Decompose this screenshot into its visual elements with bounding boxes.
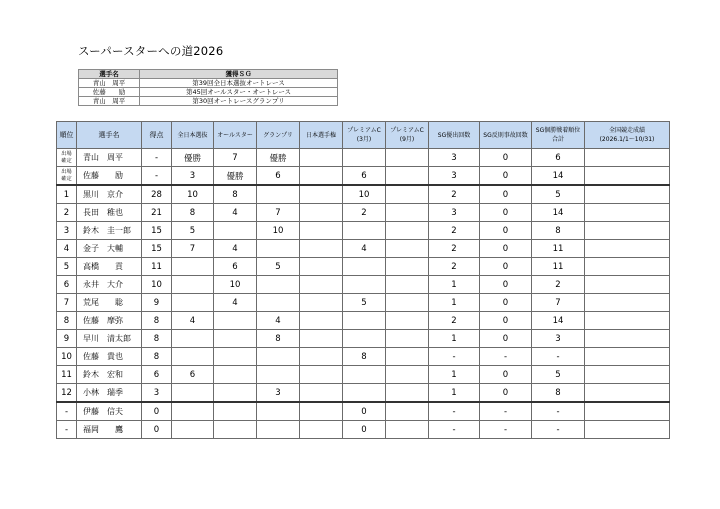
cell-premium-sep [386, 294, 429, 312]
cell-all-star: 6 [214, 258, 257, 276]
cell-premium-mar: 8 [343, 348, 386, 366]
table-row [57, 185, 670, 204]
column-header: 日本選手権 [300, 122, 343, 149]
cell-name: 佐藤 励 [77, 167, 142, 186]
cell-rank: 出場 確定 [57, 167, 77, 186]
cell-points: 8 [142, 330, 172, 348]
cell-premium-mar: 0 [343, 402, 386, 421]
cell-all-japan [172, 384, 214, 403]
cell-record [585, 204, 670, 222]
winner-title: 第45回オールスター・オートレース [140, 88, 338, 97]
cell-all-japan: 4 [172, 312, 214, 330]
cell-name: 福岡 鷹 [77, 421, 142, 439]
cell-grand-prix [257, 185, 300, 204]
cell-all-japan: 10 [172, 185, 214, 204]
winners-header-cell: 選手名 [79, 70, 140, 79]
winners-header-row [79, 70, 338, 79]
cell-record [585, 312, 670, 330]
cell-rank: 10 [57, 348, 77, 366]
column-header: 得点 [142, 122, 172, 149]
cell-grand-prix [257, 421, 300, 439]
cell-sg-fouls: 0 [480, 384, 532, 403]
cell-record [585, 149, 670, 167]
cell-grand-prix [257, 402, 300, 421]
cell-premium-mar: 6 [343, 167, 386, 186]
cell-sg-finals: 2 [429, 240, 480, 258]
column-header: SG個勝戦着順位 合計 [532, 122, 585, 149]
cell-rank: 出場 確定 [57, 149, 77, 167]
table-row [57, 222, 670, 240]
column-header: プレミアムC (9月) [386, 122, 429, 149]
cell-name: 金子 大輔 [77, 240, 142, 258]
cell-sg-fouls: 0 [480, 258, 532, 276]
cell-points: 15 [142, 222, 172, 240]
cell-nihon [300, 240, 343, 258]
cell-rank: 9 [57, 330, 77, 348]
cell-rank: 3 [57, 222, 77, 240]
winner-title: 第30回オートレースグランプリ [140, 97, 338, 106]
cell-premium-sep [386, 204, 429, 222]
cell-grand-prix: 5 [257, 258, 300, 276]
cell-name: 高橋 貢 [77, 258, 142, 276]
cell-name: 小林 瑞季 [77, 384, 142, 403]
cell-points: 0 [142, 421, 172, 439]
cell-sg-finals: - [429, 421, 480, 439]
winner-name: 青山 周平 [79, 97, 140, 106]
cell-premium-mar [343, 366, 386, 384]
cell-points: - [142, 149, 172, 167]
cell-all-star: 4 [214, 240, 257, 258]
cell-sg-rank-total: - [532, 402, 585, 421]
column-header: プレミアムC (3月) [343, 122, 386, 149]
cell-sg-finals: 1 [429, 330, 480, 348]
cell-sg-finals: 2 [429, 185, 480, 204]
cell-premium-sep [386, 366, 429, 384]
cell-rank: 4 [57, 240, 77, 258]
cell-name: 佐藤 摩弥 [77, 312, 142, 330]
cell-all-star [214, 222, 257, 240]
cell-all-japan: 7 [172, 240, 214, 258]
cell-all-japan [172, 348, 214, 366]
column-header: 全日本選抜 [172, 122, 214, 149]
cell-grand-prix: 7 [257, 204, 300, 222]
cell-rank: 7 [57, 294, 77, 312]
cell-all-star [214, 330, 257, 348]
winners-table [78, 69, 338, 106]
cell-sg-rank-total: - [532, 421, 585, 439]
cell-nihon [300, 421, 343, 439]
table-row [57, 258, 670, 276]
cell-grand-prix: 8 [257, 330, 300, 348]
cell-grand-prix: 6 [257, 167, 300, 186]
cell-rank: 1 [57, 185, 77, 204]
cell-all-star: 7 [214, 149, 257, 167]
cell-points: 6 [142, 366, 172, 384]
column-header: オールスター [214, 122, 257, 149]
column-header: 順位 [57, 122, 77, 149]
cell-sg-fouls: 0 [480, 149, 532, 167]
cell-all-star [214, 402, 257, 421]
cell-premium-mar [343, 276, 386, 294]
column-header: 選手名 [77, 122, 142, 149]
cell-sg-rank-total: 5 [532, 366, 585, 384]
cell-all-japan: 5 [172, 222, 214, 240]
cell-all-star [214, 366, 257, 384]
table-row [57, 276, 670, 294]
cell-sg-finals: 2 [429, 312, 480, 330]
cell-all-japan: 8 [172, 204, 214, 222]
cell-premium-mar [343, 222, 386, 240]
cell-all-star: 10 [214, 276, 257, 294]
cell-name: 黒川 京介 [77, 185, 142, 204]
cell-name: 鈴木 宏和 [77, 366, 142, 384]
cell-record [585, 222, 670, 240]
cell-nihon [300, 330, 343, 348]
cell-name: 鈴木 圭一郎 [77, 222, 142, 240]
cell-record [585, 276, 670, 294]
cell-premium-mar [343, 330, 386, 348]
cell-sg-finals: 2 [429, 258, 480, 276]
cell-record [585, 167, 670, 186]
cell-premium-sep [386, 167, 429, 186]
table-row [57, 240, 670, 258]
cell-sg-fouls: 0 [480, 185, 532, 204]
cell-all-star [214, 348, 257, 366]
cell-sg-finals: 1 [429, 276, 480, 294]
cell-points: 11 [142, 258, 172, 276]
cell-all-star [214, 421, 257, 439]
table-row [57, 149, 670, 167]
cell-sg-rank-total: 2 [532, 276, 585, 294]
cell-points: 21 [142, 204, 172, 222]
cell-name: 青山 周平 [77, 149, 142, 167]
cell-record [585, 330, 670, 348]
table-row [57, 312, 670, 330]
cell-sg-finals: 1 [429, 366, 480, 384]
cell-points: 10 [142, 276, 172, 294]
cell-sg-rank-total: 14 [532, 312, 585, 330]
cell-nihon [300, 204, 343, 222]
cell-sg-fouls: 0 [480, 312, 532, 330]
table-row [57, 167, 670, 186]
cell-points: 28 [142, 185, 172, 204]
cell-nihon [300, 258, 343, 276]
cell-nihon [300, 366, 343, 384]
cell-premium-sep [386, 348, 429, 366]
cell-premium-sep [386, 402, 429, 421]
cell-rank: 5 [57, 258, 77, 276]
cell-rank: 6 [57, 276, 77, 294]
ranking-table [56, 121, 670, 439]
cell-rank: 12 [57, 384, 77, 403]
cell-premium-sep [386, 185, 429, 204]
cell-sg-fouls: 0 [480, 366, 532, 384]
cell-all-japan [172, 421, 214, 439]
table-row [57, 294, 670, 312]
cell-sg-fouls: 0 [480, 204, 532, 222]
cell-record [585, 348, 670, 366]
cell-rank: 8 [57, 312, 77, 330]
cell-all-japan [172, 294, 214, 312]
cell-sg-finals: 1 [429, 384, 480, 403]
cell-record [585, 384, 670, 403]
cell-grand-prix: 4 [257, 312, 300, 330]
winner-name: 青山 周平 [79, 79, 140, 88]
cell-all-japan: 3 [172, 167, 214, 186]
cell-premium-mar: 5 [343, 294, 386, 312]
cell-premium-sep [386, 222, 429, 240]
column-header: SG反則事故回数 [480, 122, 532, 149]
cell-rank: - [57, 402, 77, 421]
cell-record [585, 185, 670, 204]
cell-premium-mar [343, 384, 386, 403]
cell-all-japan: 6 [172, 366, 214, 384]
cell-sg-fouls: - [480, 402, 532, 421]
cell-sg-fouls: - [480, 348, 532, 366]
cell-sg-finals: 3 [429, 149, 480, 167]
cell-nihon [300, 167, 343, 186]
table-row [57, 204, 670, 222]
cell-sg-fouls: 0 [480, 294, 532, 312]
winner-title: 第39回全日本選抜オートレース [140, 79, 338, 88]
cell-sg-fouls: 0 [480, 222, 532, 240]
winners-row [79, 97, 338, 106]
column-header: グランプリ [257, 122, 300, 149]
cell-premium-mar: 10 [343, 185, 386, 204]
cell-all-japan [172, 276, 214, 294]
cell-premium-mar [343, 149, 386, 167]
cell-sg-rank-total: 11 [532, 240, 585, 258]
cell-nihon [300, 222, 343, 240]
cell-record [585, 402, 670, 421]
table-row [57, 366, 670, 384]
cell-all-japan [172, 258, 214, 276]
cell-premium-sep [386, 330, 429, 348]
cell-all-star [214, 384, 257, 403]
cell-points: 0 [142, 402, 172, 421]
cell-premium-sep [386, 258, 429, 276]
cell-premium-mar [343, 312, 386, 330]
cell-nihon [300, 402, 343, 421]
cell-premium-sep [386, 421, 429, 439]
cell-grand-prix [257, 240, 300, 258]
cell-sg-rank-total: 14 [532, 204, 585, 222]
cell-all-japan [172, 402, 214, 421]
cell-all-star: 4 [214, 204, 257, 222]
cell-grand-prix: 3 [257, 384, 300, 403]
cell-grand-prix [257, 276, 300, 294]
cell-points: 9 [142, 294, 172, 312]
table-row [57, 421, 670, 439]
column-header: SG優出回数 [429, 122, 480, 149]
cell-premium-sep [386, 384, 429, 403]
cell-sg-rank-total: 6 [532, 149, 585, 167]
cell-points: 15 [142, 240, 172, 258]
cell-grand-prix: 優勝 [257, 149, 300, 167]
table-row [57, 348, 670, 366]
cell-grand-prix [257, 366, 300, 384]
cell-sg-finals: - [429, 402, 480, 421]
cell-nihon [300, 348, 343, 366]
cell-all-star: 優勝 [214, 167, 257, 186]
cell-sg-finals: - [429, 348, 480, 366]
cell-sg-finals: 1 [429, 294, 480, 312]
cell-nihon [300, 384, 343, 403]
cell-name: 永井 大介 [77, 276, 142, 294]
cell-sg-rank-total: 5 [532, 185, 585, 204]
cell-sg-rank-total: 11 [532, 258, 585, 276]
cell-name: 荒尾 聡 [77, 294, 142, 312]
winner-name: 佐藤 励 [79, 88, 140, 97]
cell-premium-sep [386, 312, 429, 330]
winners-header-cell: 獲得ＳＧ [140, 70, 338, 79]
cell-sg-fouls: 0 [480, 240, 532, 258]
cell-sg-fouls: 0 [480, 330, 532, 348]
winners-row [79, 79, 338, 88]
cell-points: 3 [142, 384, 172, 403]
cell-points: 8 [142, 312, 172, 330]
winners-row [79, 88, 338, 97]
cell-nihon [300, 149, 343, 167]
cell-premium-mar: 0 [343, 421, 386, 439]
cell-sg-finals: 3 [429, 204, 480, 222]
cell-sg-rank-total: - [532, 348, 585, 366]
cell-nihon [300, 312, 343, 330]
cell-rank: 11 [57, 366, 77, 384]
cell-nihon [300, 294, 343, 312]
page-title: スーパースターへの道2026 [78, 44, 224, 58]
cell-name: 伊藤 信夫 [77, 402, 142, 421]
cell-sg-fouls: - [480, 421, 532, 439]
cell-name: 長田 稚也 [77, 204, 142, 222]
table-row [57, 402, 670, 421]
cell-nihon [300, 276, 343, 294]
cell-grand-prix [257, 348, 300, 366]
cell-sg-rank-total: 14 [532, 167, 585, 186]
cell-record [585, 294, 670, 312]
cell-record [585, 366, 670, 384]
cell-sg-rank-total: 8 [532, 222, 585, 240]
cell-sg-rank-total: 7 [532, 294, 585, 312]
cell-record [585, 240, 670, 258]
cell-premium-sep [386, 240, 429, 258]
cell-name: 早川 清太郎 [77, 330, 142, 348]
cell-all-star: 4 [214, 294, 257, 312]
cell-all-star: 8 [214, 185, 257, 204]
cell-rank: - [57, 421, 77, 439]
cell-all-star [214, 312, 257, 330]
cell-rank: 2 [57, 204, 77, 222]
cell-premium-mar [343, 258, 386, 276]
cell-nihon [300, 185, 343, 204]
cell-sg-fouls: 0 [480, 276, 532, 294]
cell-premium-mar: 2 [343, 204, 386, 222]
cell-grand-prix [257, 294, 300, 312]
cell-record [585, 258, 670, 276]
table-header-row [57, 122, 670, 149]
cell-sg-finals: 2 [429, 222, 480, 240]
cell-points: 8 [142, 348, 172, 366]
cell-all-japan [172, 330, 214, 348]
cell-sg-rank-total: 8 [532, 384, 585, 403]
cell-premium-mar: 4 [343, 240, 386, 258]
cell-name: 佐藤 貴也 [77, 348, 142, 366]
cell-grand-prix: 10 [257, 222, 300, 240]
table-row [57, 330, 670, 348]
cell-premium-sep [386, 276, 429, 294]
cell-points: - [142, 167, 172, 186]
table-row [57, 384, 670, 403]
cell-sg-fouls: 0 [480, 167, 532, 186]
column-header: 全国競走成績 (2026.1/1～10/31) [585, 122, 670, 149]
cell-all-japan: 優勝 [172, 149, 214, 167]
cell-sg-rank-total: 3 [532, 330, 585, 348]
cell-premium-sep [386, 149, 429, 167]
cell-record [585, 421, 670, 439]
cell-sg-finals: 3 [429, 167, 480, 186]
